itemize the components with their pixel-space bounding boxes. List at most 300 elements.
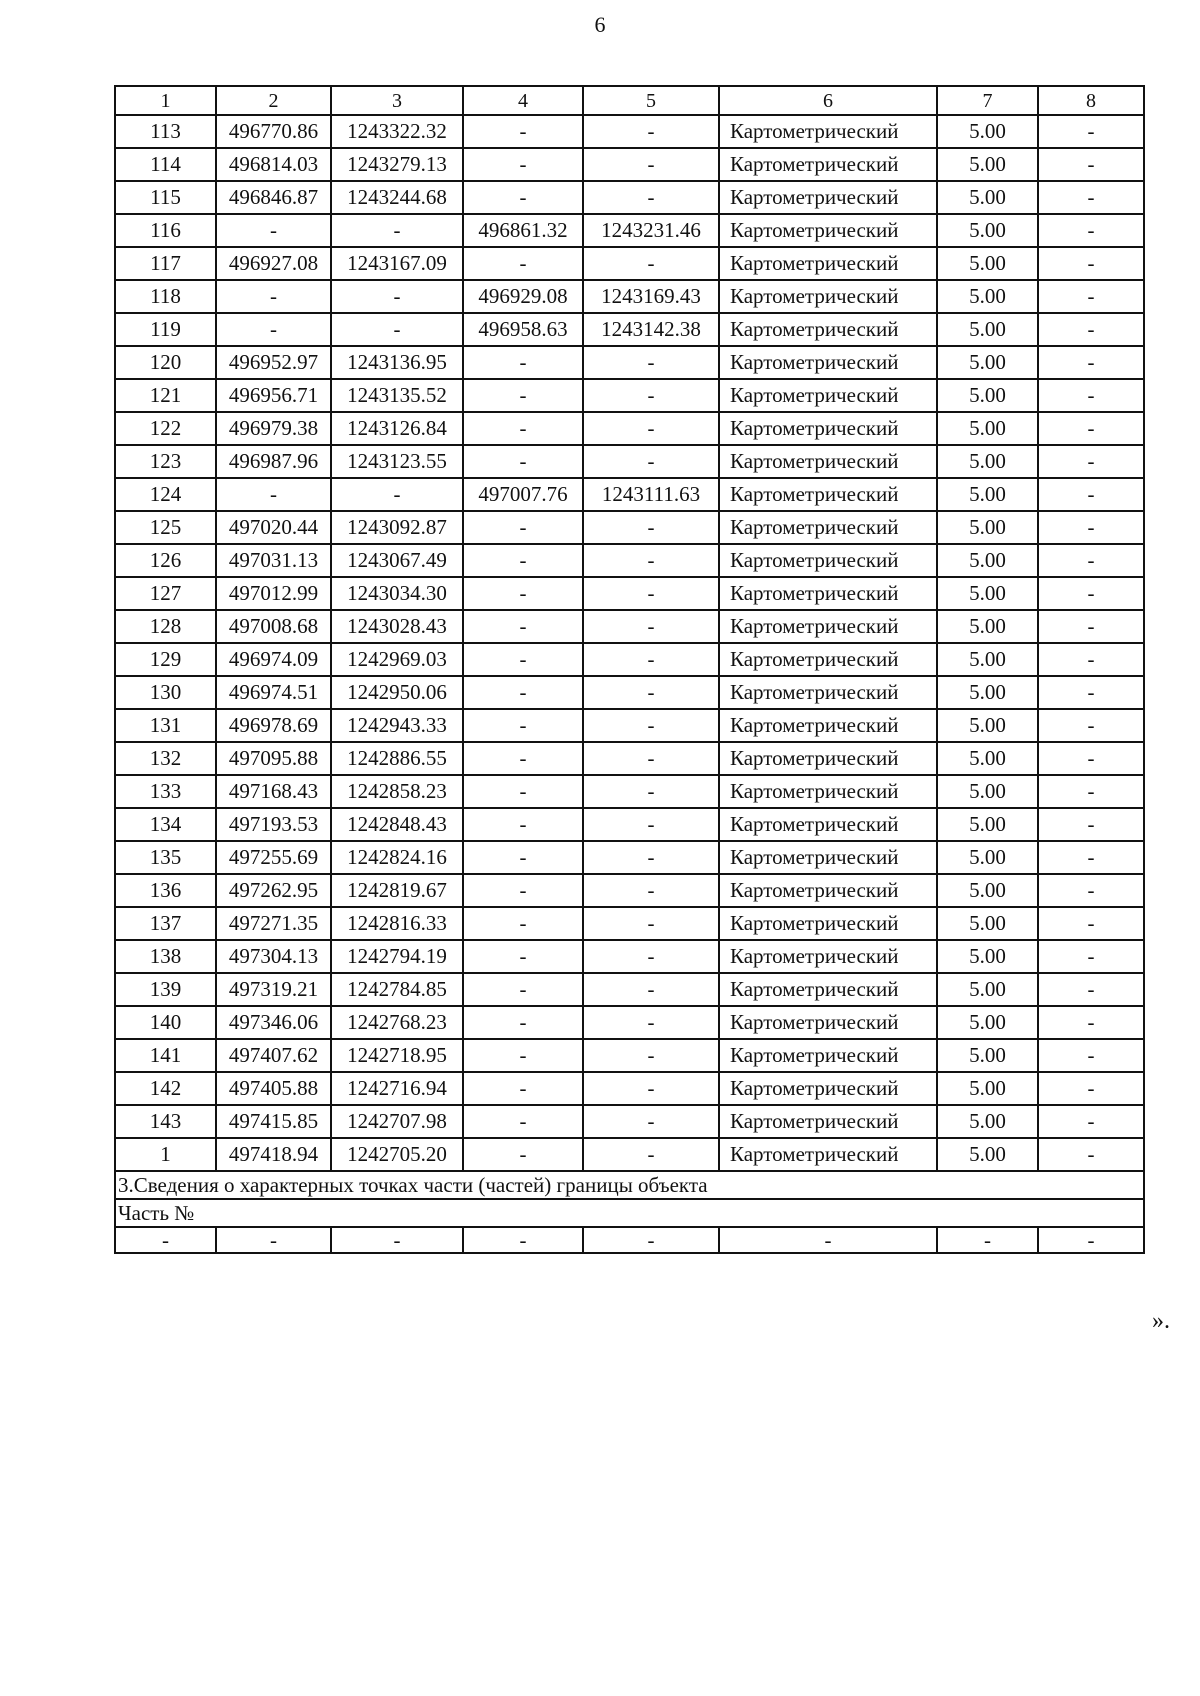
table-cell: 1242816.33	[331, 907, 463, 940]
table-cell: -	[1038, 346, 1144, 379]
table-cell: -	[1038, 841, 1144, 874]
table-cell: 497193.53	[216, 808, 331, 841]
table-cell: 125	[115, 511, 216, 544]
column-number-cell: 1	[115, 86, 216, 115]
table-row	[115, 709, 1144, 742]
table-cell: -	[583, 1138, 719, 1171]
table-row	[115, 742, 1144, 775]
table-cell: -	[463, 379, 583, 412]
method-cell: Картометрический	[719, 148, 937, 181]
table-cell: -	[583, 445, 719, 478]
table-cell: 1243092.87	[331, 511, 463, 544]
column-number-cell: 5	[583, 86, 719, 115]
table-cell: 5.00	[937, 181, 1038, 214]
table-cell: -	[463, 610, 583, 643]
table-cell: 137	[115, 907, 216, 940]
table-cell: -	[1038, 742, 1144, 775]
table-cell: -	[1038, 214, 1144, 247]
table-cell: 118	[115, 280, 216, 313]
table-row	[115, 346, 1144, 379]
table-cell: 124	[115, 478, 216, 511]
table-cell: -	[463, 1072, 583, 1105]
table-cell: -	[463, 676, 583, 709]
table-cell: 5.00	[937, 676, 1038, 709]
table-cell: 1243142.38	[583, 313, 719, 346]
table-cell: 131	[115, 709, 216, 742]
table-row	[115, 313, 1144, 346]
table-cell: 496814.03	[216, 148, 331, 181]
method-cell: Картометрический	[719, 940, 937, 973]
table-cell: 5.00	[937, 808, 1038, 841]
table-cell: 496846.87	[216, 181, 331, 214]
table-cell: 113	[115, 115, 216, 148]
table-cell: 1243231.46	[583, 214, 719, 247]
table-cell: 123	[115, 445, 216, 478]
empty-cell: -	[216, 1227, 331, 1253]
table-row	[115, 610, 1144, 643]
column-number-cell: 4	[463, 86, 583, 115]
table-cell: 496974.51	[216, 676, 331, 709]
table-cell: 1242943.33	[331, 709, 463, 742]
table-cell: -	[463, 808, 583, 841]
table-cell: 1243111.63	[583, 478, 719, 511]
table-cell: 497319.21	[216, 973, 331, 1006]
table-cell: -	[1038, 181, 1144, 214]
empty-part-row	[115, 1227, 1144, 1253]
table-cell: 129	[115, 643, 216, 676]
table-cell: -	[583, 709, 719, 742]
table-cell: -	[463, 973, 583, 1006]
coordinates-table-wrapper	[114, 85, 1145, 1254]
table-cell: 5.00	[937, 643, 1038, 676]
table-cell: -	[1038, 115, 1144, 148]
column-number-cell: 7	[937, 86, 1038, 115]
page-number: 6	[594, 12, 606, 37]
method-cell: Картометрический	[719, 478, 937, 511]
table-cell: 138	[115, 940, 216, 973]
table-cell: 142	[115, 1072, 216, 1105]
table-cell: 5.00	[937, 577, 1038, 610]
table-cell: -	[463, 1105, 583, 1138]
table-cell: -	[463, 181, 583, 214]
table-cell: 1242718.95	[331, 1039, 463, 1072]
table-cell: 497407.62	[216, 1039, 331, 1072]
table-cell: -	[583, 841, 719, 874]
table-cell: 5.00	[937, 610, 1038, 643]
table-cell: 135	[115, 841, 216, 874]
table-cell: 1243279.13	[331, 148, 463, 181]
table-cell: 5.00	[937, 709, 1038, 742]
method-cell: Картометрический	[719, 907, 937, 940]
table-cell: -	[583, 1072, 719, 1105]
method-cell: Картометрический	[719, 1105, 937, 1138]
method-cell: Картометрический	[719, 742, 937, 775]
table-cell: -	[1038, 973, 1144, 1006]
method-cell: Картометрический	[719, 709, 937, 742]
table-cell: 497418.94	[216, 1138, 331, 1171]
table-cell: 128	[115, 610, 216, 643]
table-cell: 496952.97	[216, 346, 331, 379]
method-cell: Картометрический	[719, 643, 937, 676]
table-row	[115, 511, 1144, 544]
table-cell: 5.00	[937, 907, 1038, 940]
table-row	[115, 181, 1144, 214]
table-cell: 5.00	[937, 379, 1038, 412]
table-cell: 497255.69	[216, 841, 331, 874]
table-cell: -	[463, 709, 583, 742]
table-cell: 114	[115, 148, 216, 181]
method-cell: Картометрический	[719, 841, 937, 874]
table-cell: 134	[115, 808, 216, 841]
table-cell: -	[583, 412, 719, 445]
table-cell: -	[331, 313, 463, 346]
column-number-cell: 3	[331, 86, 463, 115]
table-cell: -	[583, 511, 719, 544]
table-cell: -	[463, 1006, 583, 1039]
table-cell: -	[583, 775, 719, 808]
table-cell: 5.00	[937, 115, 1038, 148]
table-cell: 5.00	[937, 148, 1038, 181]
table-cell: 117	[115, 247, 216, 280]
table-cell: -	[463, 148, 583, 181]
table-cell: -	[1038, 907, 1144, 940]
table-cell: -	[1038, 643, 1144, 676]
table-cell: 5.00	[937, 841, 1038, 874]
table-cell: -	[463, 874, 583, 907]
table-cell: -	[583, 742, 719, 775]
table-cell: 140	[115, 1006, 216, 1039]
table-cell: -	[583, 907, 719, 940]
table-cell: -	[463, 511, 583, 544]
table-cell: 1242950.06	[331, 676, 463, 709]
table-cell: 132	[115, 742, 216, 775]
table-cell: -	[583, 1039, 719, 1072]
method-cell: Картометрический	[719, 775, 937, 808]
method-cell: Картометрический	[719, 379, 937, 412]
table-cell: 5.00	[937, 1138, 1038, 1171]
table-cell: 497405.88	[216, 1072, 331, 1105]
empty-cell: -	[583, 1227, 719, 1253]
table-cell: 127	[115, 577, 216, 610]
table-cell: -	[463, 1138, 583, 1171]
table-row	[115, 379, 1144, 412]
table-cell: 5.00	[937, 1039, 1038, 1072]
table-row	[115, 148, 1144, 181]
table-cell: -	[583, 874, 719, 907]
table-cell: -	[1038, 511, 1144, 544]
method-cell: Картометрический	[719, 676, 937, 709]
table-cell: 1242969.03	[331, 643, 463, 676]
part-number-label: Часть №	[115, 1199, 1144, 1227]
table-cell: 5.00	[937, 412, 1038, 445]
table-cell: -	[216, 280, 331, 313]
table-cell: -	[463, 643, 583, 676]
table-cell: -	[463, 412, 583, 445]
table-cell: 136	[115, 874, 216, 907]
table-cell: 497095.88	[216, 742, 331, 775]
table-cell: 5.00	[937, 478, 1038, 511]
method-cell: Картометрический	[719, 181, 937, 214]
table-row	[115, 643, 1144, 676]
table-row	[115, 874, 1144, 907]
table-cell: 496956.71	[216, 379, 331, 412]
table-cell: 5.00	[937, 346, 1038, 379]
table-cell: -	[216, 313, 331, 346]
table-cell: -	[583, 1006, 719, 1039]
table-cell: -	[1038, 1105, 1144, 1138]
table-cell: 1243067.49	[331, 544, 463, 577]
table-row	[115, 214, 1144, 247]
table-cell: 497168.43	[216, 775, 331, 808]
table-row	[115, 577, 1144, 610]
table-cell: 1242819.67	[331, 874, 463, 907]
table-cell: 5.00	[937, 973, 1038, 1006]
table-row	[115, 280, 1144, 313]
table-cell: 1243126.84	[331, 412, 463, 445]
table-cell: -	[583, 643, 719, 676]
table-cell: 1243322.32	[331, 115, 463, 148]
table-cell: 497304.13	[216, 940, 331, 973]
table-cell: -	[1038, 148, 1144, 181]
table-cell: -	[583, 346, 719, 379]
table-cell: -	[583, 610, 719, 643]
table-cell: 1243028.43	[331, 610, 463, 643]
table-cell: -	[1038, 379, 1144, 412]
table-cell: -	[463, 577, 583, 610]
empty-cell: -	[115, 1227, 216, 1253]
table-cell: -	[463, 841, 583, 874]
empty-cell: -	[331, 1227, 463, 1253]
table-cell: 1242848.43	[331, 808, 463, 841]
table-row	[115, 544, 1144, 577]
table-cell: 116	[115, 214, 216, 247]
table-cell: 1242707.98	[331, 1105, 463, 1138]
table-cell: 496978.69	[216, 709, 331, 742]
table-cell: -	[463, 1039, 583, 1072]
table-cell: -	[1038, 1072, 1144, 1105]
method-cell: Картометрический	[719, 577, 937, 610]
table-cell: -	[1038, 313, 1144, 346]
table-row	[115, 1006, 1144, 1039]
method-cell: Картометрический	[719, 808, 937, 841]
table-cell: 496770.86	[216, 115, 331, 148]
table-cell: 5.00	[937, 511, 1038, 544]
table-cell: 497415.85	[216, 1105, 331, 1138]
table-cell: 497271.35	[216, 907, 331, 940]
method-cell: Картометрический	[719, 511, 937, 544]
table-cell: -	[583, 577, 719, 610]
table-cell: 1243123.55	[331, 445, 463, 478]
table-cell: -	[1038, 577, 1144, 610]
table-cell: -	[583, 181, 719, 214]
table-row	[115, 808, 1144, 841]
table-cell: 497031.13	[216, 544, 331, 577]
table-cell: -	[463, 247, 583, 280]
table-cell: -	[331, 478, 463, 511]
table-cell: 115	[115, 181, 216, 214]
table-row	[115, 1072, 1144, 1105]
method-cell: Картометрический	[719, 1138, 937, 1171]
table-cell: -	[216, 214, 331, 247]
table-cell: -	[583, 148, 719, 181]
table-cell: -	[583, 544, 719, 577]
column-number-row	[115, 86, 1144, 115]
table-cell: 1242886.55	[331, 742, 463, 775]
table-cell: 5.00	[937, 1105, 1038, 1138]
table-cell: 5.00	[937, 280, 1038, 313]
method-cell: Картометрический	[719, 313, 937, 346]
table-cell: 5.00	[937, 313, 1038, 346]
method-cell: Картометрический	[719, 874, 937, 907]
table-cell: 119	[115, 313, 216, 346]
table-cell: -	[1038, 940, 1144, 973]
column-number-cell: 6	[719, 86, 937, 115]
table-cell: -	[1038, 874, 1144, 907]
table-cell: -	[463, 445, 583, 478]
table-cell: 497262.95	[216, 874, 331, 907]
column-number-cell: 2	[216, 86, 331, 115]
table-cell: 5.00	[937, 1006, 1038, 1039]
table-cell: -	[463, 742, 583, 775]
table-cell: 120	[115, 346, 216, 379]
table-cell: 122	[115, 412, 216, 445]
table-cell: 1	[115, 1138, 216, 1171]
table-cell: 1243034.30	[331, 577, 463, 610]
table-cell: -	[1038, 1039, 1144, 1072]
empty-cell: -	[937, 1227, 1038, 1253]
table-cell: -	[1038, 478, 1144, 511]
method-cell: Картометрический	[719, 280, 937, 313]
table-cell: 1242858.23	[331, 775, 463, 808]
table-row	[115, 1039, 1144, 1072]
table-cell: -	[463, 346, 583, 379]
table-row	[115, 478, 1144, 511]
table-cell: 496927.08	[216, 247, 331, 280]
table-row	[115, 1138, 1144, 1171]
section-3-title: 3.Сведения о характерных точках части (частей) границы объекта	[115, 1171, 1144, 1199]
table-cell: 1242705.20	[331, 1138, 463, 1171]
table-cell: -	[583, 973, 719, 1006]
table-cell: -	[1038, 709, 1144, 742]
empty-cell: -	[719, 1227, 937, 1253]
table-row	[115, 907, 1144, 940]
table-cell: 133	[115, 775, 216, 808]
column-number-cell: 8	[1038, 86, 1144, 115]
empty-cell: -	[1038, 1227, 1144, 1253]
table-cell: -	[1038, 1138, 1144, 1171]
table-cell: 1243136.95	[331, 346, 463, 379]
table-cell: 497007.76	[463, 478, 583, 511]
table-cell: -	[1038, 676, 1144, 709]
table-cell: 1242794.19	[331, 940, 463, 973]
table-cell: 497020.44	[216, 511, 331, 544]
table-cell: -	[583, 379, 719, 412]
table-cell: 497346.06	[216, 1006, 331, 1039]
table-cell: 496979.38	[216, 412, 331, 445]
table-cell: -	[1038, 412, 1144, 445]
table-row	[115, 973, 1144, 1006]
table-cell: -	[1038, 544, 1144, 577]
method-cell: Картометрический	[719, 346, 937, 379]
table-cell: -	[583, 676, 719, 709]
table-cell: -	[1038, 1006, 1144, 1039]
table-row	[115, 940, 1144, 973]
method-cell: Картометрический	[719, 1039, 937, 1072]
coordinates-table	[114, 85, 1145, 1254]
table-cell: -	[463, 115, 583, 148]
table-cell: 5.00	[937, 775, 1038, 808]
table-cell: 5.00	[937, 445, 1038, 478]
table-cell: 5.00	[937, 940, 1038, 973]
table-cell: 1243169.43	[583, 280, 719, 313]
table-row	[115, 445, 1144, 478]
table-cell: 496958.63	[463, 313, 583, 346]
table-row	[115, 841, 1144, 874]
method-cell: Картометрический	[719, 1006, 937, 1039]
table-cell: -	[463, 544, 583, 577]
table-row	[115, 775, 1144, 808]
table-cell: 5.00	[937, 1072, 1038, 1105]
table-cell: 1242824.16	[331, 841, 463, 874]
table-cell: -	[1038, 775, 1144, 808]
table-cell: 1242768.23	[331, 1006, 463, 1039]
table-cell: 126	[115, 544, 216, 577]
table-cell: -	[583, 940, 719, 973]
table-cell: -	[1038, 445, 1144, 478]
table-cell: -	[1038, 247, 1144, 280]
method-cell: Картометрический	[719, 412, 937, 445]
table-cell: 130	[115, 676, 216, 709]
method-cell: Картометрический	[719, 544, 937, 577]
table-cell: 497012.99	[216, 577, 331, 610]
table-cell: 496929.08	[463, 280, 583, 313]
table-cell: -	[463, 940, 583, 973]
table-cell: 496987.96	[216, 445, 331, 478]
table-cell: -	[463, 907, 583, 940]
table-cell: 5.00	[937, 214, 1038, 247]
table-row	[115, 115, 1144, 148]
table-cell: 5.00	[937, 874, 1038, 907]
table-cell: -	[331, 280, 463, 313]
table-cell: -	[216, 478, 331, 511]
part-number-row	[115, 1199, 1144, 1227]
table-cell: -	[1038, 280, 1144, 313]
table-cell: 497008.68	[216, 610, 331, 643]
table-row	[115, 676, 1144, 709]
table-cell: 5.00	[937, 544, 1038, 577]
closing-quote: ».	[1152, 1308, 1170, 1334]
table-cell: 1243167.09	[331, 247, 463, 280]
table-cell: 1242716.94	[331, 1072, 463, 1105]
section-3-block	[115, 1171, 1144, 1253]
table-cell: 139	[115, 973, 216, 1006]
table-cell: -	[1038, 808, 1144, 841]
table-cell: 1242784.85	[331, 973, 463, 1006]
table-cell: -	[583, 1105, 719, 1138]
table-cell: -	[583, 808, 719, 841]
table-cell: 496974.09	[216, 643, 331, 676]
table-row	[115, 1105, 1144, 1138]
table-cell: -	[1038, 610, 1144, 643]
section-3-title-row	[115, 1171, 1144, 1199]
empty-cell: -	[463, 1227, 583, 1253]
method-cell: Картометрический	[719, 610, 937, 643]
table-cell: 141	[115, 1039, 216, 1072]
table-cell: -	[583, 115, 719, 148]
table-cell: 1243135.52	[331, 379, 463, 412]
table-cell: 143	[115, 1105, 216, 1138]
table-row	[115, 247, 1144, 280]
